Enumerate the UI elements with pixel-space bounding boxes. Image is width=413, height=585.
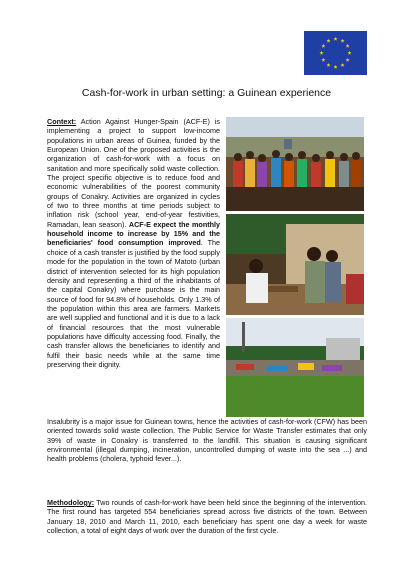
context-text-a: Action Against Hunger-Spain (ACF-E) is implementing a project to support low-income populations in urban areas of Guinea, funded by the European Union. One of the proposed activities is the organization of cash-for-work with a focus on sanitation and more specifically solid waste collection. The project specific objective is to reduce food and economic vulnerabilities of the poorest community groups of Conakry. Activities are organized in cycles of two to three months at time periods subject to inflation risk (school year, end-of-year festivities, Ramadan, lean season). [47,117,220,229]
insalubrity-paragraph: Insalubrity is a major issue for Guinean towns, hence the activities of cash-for-work (CFW) has been oriented towards solid waste collection. The Public Service for Waste Transfer estimates that only 39% of waste in Conakry is transferred to the landfill. This situation is causing significant environmental (illegal dumping, incineration, uncontrolled dumping of waste into the sea ...) and health problems (cholera, typhoid fever...). [47,417,367,464]
methodology-text: Two rounds of cash-for-work have been held since the beginning of the intervention. The first round has targeted 554 beneficiaries spread across five districts of the town. Between January 18, 2010 and March 11, 2010, each beneficiary has spent one day a week for waste collection, a total of eight days of work over the duration of the first cycle. [47,498,367,536]
context-paragraph [47,117,220,369]
waste-collection-site-photo [226,318,364,417]
page-title: Cash-for-work in urban setting: a Guinean experience [81,87,332,99]
methodology-paragraph [47,498,367,535]
context-text-b: . The choice of a cash transfer is justified by the food supply mode for the population in the town of Matoto (urban district of intervention selected for its high population density and representing a third of the inhabitants of the capital Conakry) where purchase is the main source of food for 94.8% of households. Only 1.3% of the population within this area are farmers. Markets are well supplied and functional and it is due to a lack of financial resources that the most vulnerable populations have difficulty accessing food. Finally, the cash transfer allows the beneficiaries to identify and fulfil their basic needs while at the same time preserving their dignity. [47,238,220,369]
eu-flag-icon [304,31,367,75]
context-bold-text: ACF-E expect the monthly household income to increase by 15% and the beneficiaries' food consumption improved [47,219,220,248]
group-of-beneficiaries-photo [226,117,364,211]
methodology-label: Methodology: [47,498,95,507]
cash-distribution-photo [226,214,364,315]
context-label: Context: [47,117,77,126]
